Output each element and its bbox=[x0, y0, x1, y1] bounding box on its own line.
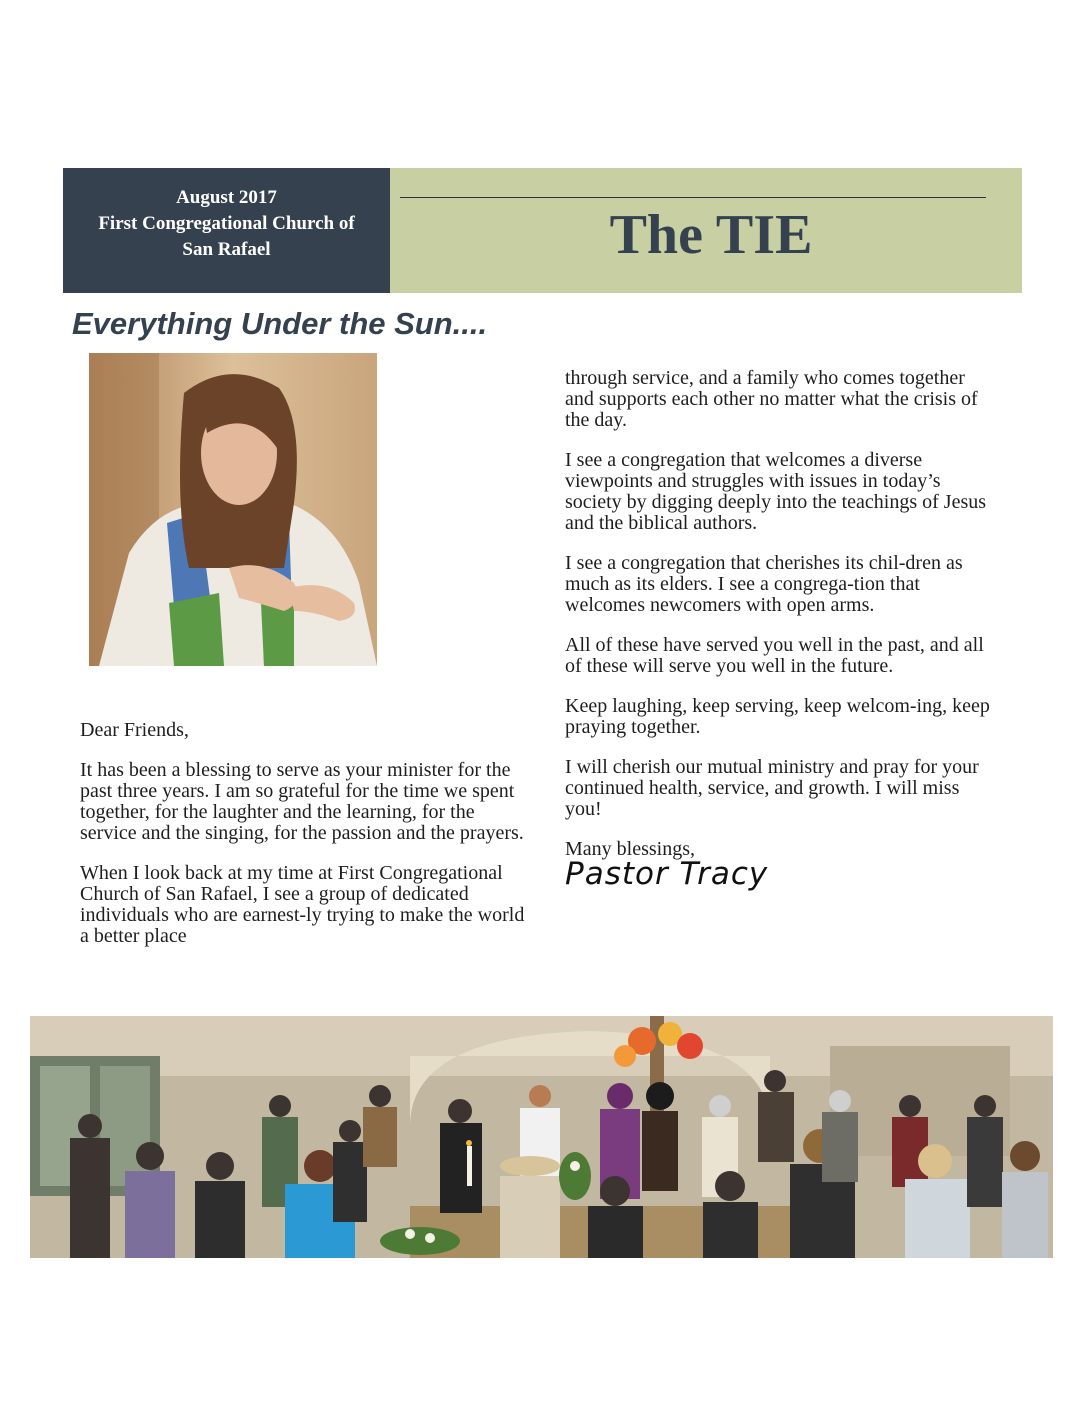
article-paragraph: through service, and a family who comes together and supports each other no matter what the crisis of the day. bbox=[565, 367, 978, 431]
article-column-right bbox=[565, 367, 995, 892]
newsletter-title: The TIE bbox=[609, 204, 813, 266]
article-paragraph: It has been a blessing to serve as your minister for the past three years. I am so grateful for the time we spent together, for the laughter and the learning, for the service and the singing, for the passion and the prayers. bbox=[80, 759, 524, 844]
church-name-line2: San Rafael bbox=[182, 239, 271, 260]
issue-date: August 2017 bbox=[176, 187, 277, 208]
masthead-rule bbox=[400, 197, 986, 198]
article-headline: Everything Under the Sun.... bbox=[72, 306, 488, 341]
group-photo bbox=[30, 1016, 1053, 1258]
article-paragraph: When I look back at my time at First Congregational Church of San Rafael, I see a group of dedicated individuals who are earnest-ly trying to make the world a better place bbox=[80, 862, 525, 947]
closing: Many blessings, bbox=[565, 838, 695, 860]
pastor-photo bbox=[89, 353, 377, 666]
masthead-info-box bbox=[63, 168, 390, 293]
masthead-title-box bbox=[390, 168, 1022, 293]
article-paragraph: I will cherish our mutual ministry and pray for your continued health, service, and growth. I will miss you! bbox=[565, 756, 979, 820]
article-paragraph: Keep laughing, keep serving, keep welcom-ing, keep praying together. bbox=[565, 695, 990, 738]
article-column-left bbox=[80, 720, 535, 966]
church-name-line1: First Congregational Church of bbox=[98, 213, 355, 234]
pastor-signature: Pastor Tracy bbox=[565, 856, 769, 892]
article-paragraph: I see a congregation that welcomes a diverse viewpoints and struggles with issues in today’s society by digging deeply into the teachings of Jesus and the biblical authors. bbox=[565, 449, 987, 534]
article-paragraph: I see a congregation that cherishes its chil-dren as much as its elders. I see a congrega-tion that welcomes newcomers with open arms. bbox=[565, 552, 963, 616]
article-paragraph: All of these have served you well in the past, and all of these will serve you well in the future. bbox=[565, 634, 984, 677]
salutation: Dear Friends, bbox=[80, 719, 189, 741]
